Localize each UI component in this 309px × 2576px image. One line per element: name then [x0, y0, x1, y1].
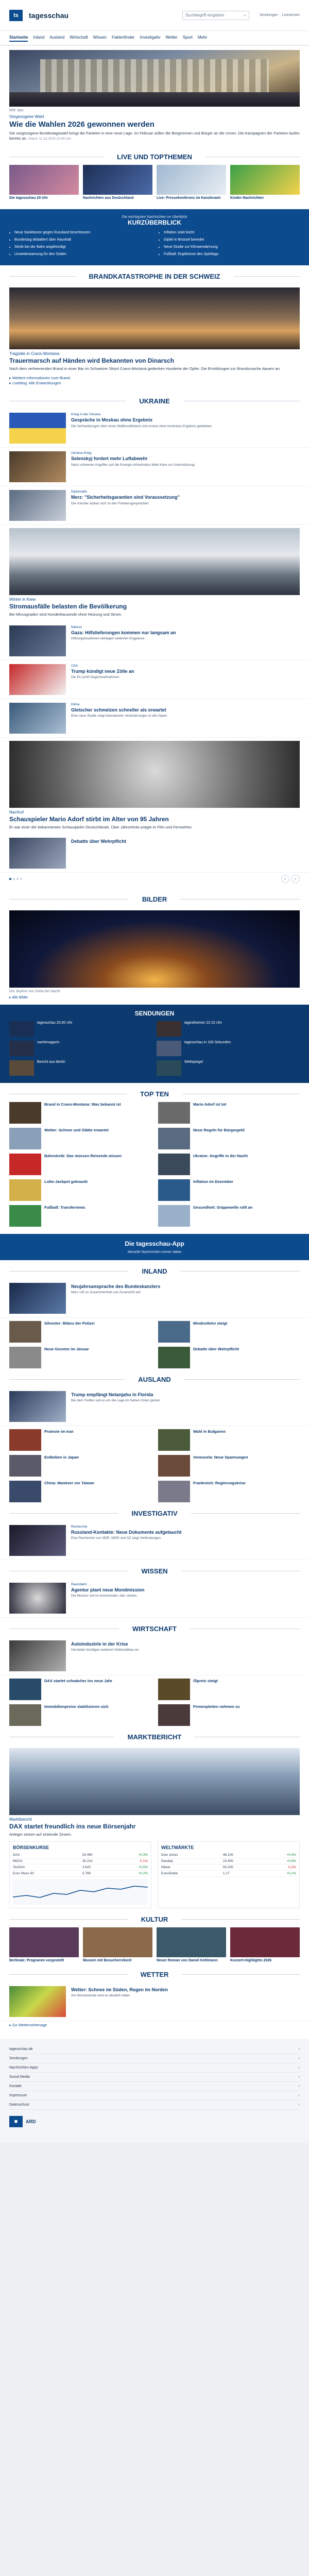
ukraine-feature-text: Bei Minusgraden sind Hunderttausende ohne Heizung und Strom. — [9, 612, 122, 617]
ausland-item[interactable]: China: Manöver vor Taiwan — [9, 1481, 151, 1502]
markt-title[interactable]: DAX startet freundlich ins neue Börsenjahr — [9, 1822, 136, 1830]
live-tiles — [0, 165, 309, 201]
boersenkurse-box — [9, 1841, 151, 1908]
bilder-caption: Die Skyline von Doha bei Nacht — [9, 989, 60, 993]
nav-item[interactable]: Ausland — [49, 35, 65, 40]
section-wirtschaft-title: WIRTSCHAFT — [0, 1618, 309, 1637]
table-row[interactable]: DAX 24.490 +0,3% — [13, 1852, 148, 1858]
topten-item[interactable]: Gesundheit: Grippewelle rollt an — [158, 1205, 300, 1227]
hero-title[interactable]: Wie die Wahlen 2026 gewonnen werden — [9, 120, 154, 129]
header-link-sendungen[interactable]: Sendungen — [259, 13, 278, 17]
footer-logo[interactable]: ■ ARD — [9, 2116, 300, 2127]
wirtschaft-lead[interactable]: Autoindustrie in der Krise Hersteller kündigen weiteren Stellenabbau an. — [0, 1637, 309, 1675]
kurz-title: KURZÜBERBLICK — [128, 218, 181, 226]
markt-kicker: Marktbericht — [9, 1817, 32, 1822]
boersenkurse-table — [13, 1852, 148, 1877]
hero-kicker: Vorgezogene Wahl — [9, 114, 44, 119]
hero-text: Die vorgezogene Bundestagswahl bringt die Parteien in eine neue Lage. Im Februar sollen die Bürgerinnen und Bürger an die Urnen. Die Kampagnen der Parteien laufen bereits an. Stand: 11.12.2025 10:45 Uhr — [9, 131, 300, 141]
obituary-image[interactable] — [9, 741, 300, 808]
weltmaerkte-box — [158, 1841, 300, 1908]
ausland-lead[interactable]: Trump empfängt Netanjahu in Florida Bei dem Treffen soll es um die Lage im Nahen Osten gehen. — [0, 1387, 309, 1426]
news-item[interactable]: USA Trump kündigt neue Zölle an Die EU prüft Gegenmaßnahmen. — [0, 660, 309, 699]
investigativ-item[interactable]: Recherche Russland-Kontakte: Neue Dokumente aufgetaucht Eine Recherche von NDR, WDR und SZ zeigt Verbindungen. — [0, 1521, 309, 1560]
inland-lead[interactable]: Neujahrsansprache des Bundeskanzlers Merz ruft zu Zusammenhalt und Zuversicht auf. — [0, 1279, 309, 1318]
app-band-text: Aktuelle Nachrichten immer dabei — [127, 1250, 182, 1254]
nav-item[interactable]: Wissen — [93, 35, 107, 40]
logo-icon[interactable]: ts — [9, 10, 23, 21]
prev-arrow-icon[interactable]: ‹ — [281, 875, 289, 883]
live-tile[interactable]: Nachrichten aus Deutschland — [83, 165, 152, 201]
chevron-right-icon: › — [298, 2093, 300, 2097]
live-tile[interactable]: Die tagesschau 20 Uhr — [9, 165, 79, 201]
markt-text: Anleger setzen auf sinkende Zinsen. — [9, 1832, 72, 1837]
footer — [0, 2039, 309, 2143]
wirtschaft-item[interactable]: DAX startet schwächer ins neue Jahr — [9, 1679, 151, 1700]
footer-link[interactable]: Nachrichten-Apps › — [9, 2063, 300, 2073]
table-row[interactable]: TecDAX 3.620 +0,5% — [13, 1864, 148, 1870]
brand-image[interactable] — [9, 287, 300, 349]
section-wetter-title: WETTER — [0, 1963, 309, 1982]
sendung-item[interactable]: nachtmagazin — [9, 1041, 152, 1056]
section-kultur-title: KULTUR — [0, 1908, 309, 1927]
markets — [0, 1841, 309, 1908]
section-wissen-title: WISSEN — [0, 1560, 309, 1579]
search-input[interactable] — [182, 11, 249, 20]
chevron-right-icon: › — [298, 2103, 300, 2107]
app-band-title: Die tagesschau-App — [125, 1240, 184, 1247]
dax-sparkline — [13, 1879, 148, 1905]
news-item[interactable]: Nahost Gaza: Hilfslieferungen kommen nur langsam an Hilfsorganisationen beklagen weiterhin Engpässe. — [0, 622, 309, 660]
topten-item[interactable]: Wetter: Schnee und Glätte erwartet — [9, 1128, 151, 1149]
footer-link[interactable]: Impressum › — [9, 2091, 300, 2100]
ard-logo-icon: ■ — [9, 2116, 23, 2127]
section-investigativ-title: INVESTIGATIV — [0, 1502, 309, 1521]
kurz-item[interactable]: • Neue Studie zur Klimaerwärmung — [164, 245, 300, 249]
kurz-list-left — [9, 230, 150, 259]
kurz-band — [0, 209, 309, 265]
section-topten-title: TOP TEN — [0, 1083, 309, 1102]
topten-item[interactable]: Inflation im Dezember — [158, 1179, 300, 1201]
boersenkurse-title: BÖRSENKURSE — [13, 1844, 49, 1850]
ukraine-flag-image — [9, 413, 66, 444]
wetter-item[interactable]: Wetter: Schnee im Süden, Regen im Norden Am Wochenende wird es deutlich kälter. — [0, 1982, 309, 2021]
brand-links — [0, 376, 309, 390]
markt-image[interactable] — [9, 1748, 300, 1815]
pager-dots[interactable] — [9, 878, 22, 880]
weltmaerkte-title: WELTMÄRKTE — [161, 1844, 194, 1850]
topten-item[interactable]: Mario Adorf ist tot — [158, 1102, 300, 1124]
kultur-tile[interactable]: Museen mit Besucherrekord — [83, 1927, 152, 1963]
header — [0, 0, 309, 31]
next-arrow-icon[interactable]: › — [291, 875, 300, 883]
obituary-text: Er war einer der bekanntesten Schauspieler Deutschlands. Über Jahrzehnte prägte er Film und Fernsehen. — [9, 824, 193, 829]
kurz-item[interactable]: • Bundestag debattiert über Haushalt — [14, 238, 150, 242]
table-row[interactable]: Euro Stoxx 50 5.780 +0,2% — [13, 1870, 148, 1876]
ukraine-item[interactable]: Diplomatie Merz: "Sicherheitsgarantien sind Voraussetzung" Der Kanzler äußert sich zu den Friedensgesprächen. — [0, 486, 309, 525]
section-inland-title: INLAND — [0, 1260, 309, 1279]
ukraine-feature-title[interactable]: Stromausfälle belasten die Bevölkerung — [9, 603, 127, 611]
kurz-list-right — [159, 230, 300, 259]
bilder-more-link[interactable]: ▸ Alle Bilder — [9, 995, 28, 999]
brand-link[interactable]: ▸ Weitere Informationen zum Brand — [9, 376, 70, 381]
logo-text[interactable]: tagesschau — [29, 11, 69, 20]
table-row[interactable]: Nasdaq 23.400 +0,6% — [161, 1858, 296, 1864]
inland-item[interactable]: Debatte über Wehrpflicht — [158, 1347, 300, 1368]
nav-item[interactable]: Wirtschaft — [70, 35, 88, 40]
hero-image[interactable] — [9, 50, 300, 107]
footer-link[interactable]: Sendungen › — [9, 2054, 300, 2063]
nav-item[interactable]: Mehr — [198, 35, 208, 40]
sendung-item[interactable]: tagesschau 20:00 Uhr — [9, 1021, 152, 1037]
kurz-item[interactable]: • Fußball: Ergebnisse des Spieltags — [164, 252, 300, 257]
section-brand-title: BRANDKATASTROPHE IN DER SCHWEIZ — [0, 265, 309, 284]
inland-item[interactable]: Neue Gesetze im Januar — [9, 1347, 151, 1368]
live-tile[interactable]: Kinder-Nachrichten — [230, 165, 300, 201]
search-placeholder: Suchbegriff eingeben — [185, 13, 225, 18]
news-item[interactable]: Debatte über Wehrpflicht — [0, 834, 309, 873]
ukraine-lead[interactable]: Krieg in der Ukraine Gespräche in Moskau ohne Ergebnis Die Verhandlungen über einen Waffenstillstand sind erneut ohne konkretes Ergebnis geblieben. — [0, 409, 309, 448]
obituary-kicker: Nachruf — [9, 809, 24, 815]
nav-item[interactable]: Faktenfinder — [111, 35, 135, 40]
chevron-right-icon: › — [298, 2075, 300, 2079]
ausland-grid — [0, 1429, 309, 1502]
section-markt-title: MARKTBERICHT — [0, 1726, 309, 1745]
table-row[interactable]: Dow Jones 48.100 +0,4% — [161, 1852, 296, 1858]
kultur-tiles — [0, 1927, 309, 1963]
sendung-item[interactable]: tagesschau in 100 Sekunden — [157, 1041, 300, 1056]
hero[interactable] — [0, 46, 309, 107]
brand-title[interactable]: Trauermarsch auf Händen wird Bekannten von Dinarsch — [9, 357, 175, 365]
kurz-item[interactable]: • Inflation sinkt leicht — [164, 230, 300, 235]
kurz-item[interactable]: • Unwetterwarnung für den Süden — [14, 252, 150, 257]
wirtschaft-item[interactable]: Immobilienpreise stabilisieren sich — [9, 1704, 151, 1726]
ukraine-item[interactable]: Ukraine-Krieg Selenskyj fordert mehr Luftabwehr Nach schweren Angriffen auf die Energie-Infrastruktur bittet Kiew um Unterstützung. — [0, 448, 309, 486]
kurz-item[interactable]: • Gipfel in Brüssel beendet — [164, 238, 300, 242]
live-tile[interactable]: Live: Pressekonferenz im Kanzleramt — [157, 165, 226, 201]
topten-item[interactable]: Brand in Crans-Montana: Was bekannt ist — [9, 1102, 151, 1124]
topten-item[interactable]: Ukraine: Angriffe in der Nacht — [158, 1154, 300, 1175]
table-row[interactable]: Nikkei 50.200 -0,2% — [161, 1864, 296, 1870]
kurz-kicker: Die wichtigsten Nachrichten im Überblick — [122, 215, 187, 219]
news-item[interactable]: Klima Gletscher schmelzen schneller als erwartet Eine neue Studie zeigt dramatische Veränderungen in den Alpen. — [0, 699, 309, 738]
sendung-item[interactable]: Weltspiegel — [157, 1060, 300, 1076]
ausland-item[interactable]: Venezuela: Neue Spannungen — [158, 1455, 300, 1477]
topten-item[interactable]: Lotto-Jackpot geknackt — [9, 1179, 151, 1201]
brand-text: Nach dem verheerenden Brand in einer Bar im Schweizer Skiort Crans-Montana gedenken Hunderte der Opfer. Die Ermittlungen zur Brandursache dauern an. — [9, 366, 281, 371]
section-live-title: LIVE UND TOPTHEMEN — [0, 146, 309, 165]
wirtschaft-item[interactable]: Ölpreis steigt — [158, 1679, 300, 1700]
chevron-right-icon: › — [298, 2056, 300, 2060]
chevron-right-icon: › — [298, 2084, 300, 2088]
nav-item[interactable]: Startseite — [9, 34, 28, 42]
wirtschaft-item[interactable]: Firmenpleiten nehmen zu — [158, 1704, 300, 1726]
sendung-item[interactable]: Bericht aus Berlin — [9, 1060, 152, 1076]
kultur-tile[interactable]: Berlinale: Programm vorgestellt — [9, 1927, 79, 1963]
kultur-tile[interactable]: Konzert-Highlights 2026 — [230, 1927, 300, 1963]
sendung-item[interactable]: tagesthemen 22:15 Uhr — [157, 1021, 300, 1037]
section-ukraine-title: UKRAINE — [0, 390, 309, 409]
footer-link[interactable]: tagesschau.de › — [9, 2045, 300, 2054]
header-link-livestream[interactable]: Livestream — [282, 13, 300, 17]
kurz-item[interactable]: • Streik bei der Bahn angekündigt — [14, 245, 150, 249]
hero-meta: Stand: 11.12.2025 10:45 Uhr — [28, 137, 72, 141]
main-nav — [0, 31, 309, 46]
footer-link[interactable]: Kontakt › — [9, 2082, 300, 2091]
sendungen-band — [0, 1005, 309, 1083]
inland-item[interactable]: Silvester: Bilanz der Polizei — [9, 1321, 151, 1343]
topten-item[interactable]: Fußball: Transfernews — [9, 1205, 151, 1227]
ukraine-feature-kicker: Winter in Kiew — [9, 597, 36, 602]
wetter-more-link[interactable]: ▸ Zur Wettervorhersage — [9, 2023, 47, 2027]
inland-grid — [0, 1321, 309, 1368]
kurz-item[interactable]: • Neue Sanktionen gegen Russland beschlossen — [14, 230, 150, 235]
topten-item[interactable]: Neue Regeln für Bürgergeld — [158, 1128, 300, 1149]
table-row[interactable]: Euro/Dollar 1,17 +0,1% — [161, 1870, 296, 1876]
inland-item[interactable]: Mindestlohn steigt — [158, 1321, 300, 1343]
topten-item[interactable]: Bahnstreik: Das müssen Reisende wissen — [9, 1154, 151, 1175]
nav-item[interactable]: Wetter — [165, 35, 178, 40]
topten-grid — [0, 1102, 309, 1227]
bilder-image[interactable] — [9, 910, 300, 988]
ausland-item[interactable]: Erdbeben in Japan — [9, 1455, 151, 1477]
wirtschaft-grid — [0, 1679, 309, 1726]
ausland-item[interactable]: Proteste im Iran — [9, 1429, 151, 1451]
wissen-item[interactable]: Raumfahrt Agentur plant neue Mondmission Die Mission soll im kommenden Jahr starten. — [0, 1579, 309, 1618]
kultur-tile[interactable]: Neuer Roman von Daniel Kehlmann — [157, 1927, 226, 1963]
footer-link[interactable]: Social Media › — [9, 2073, 300, 2082]
obituary-title[interactable]: Schauspieler Mario Adorf stirbt im Alter von 95 Jahren — [9, 815, 169, 823]
footer-link[interactable]: Datenschutz › — [9, 2100, 300, 2110]
ausland-item[interactable]: Wahl in Bulgarien — [158, 1429, 300, 1451]
ukraine-feature-image[interactable] — [9, 528, 300, 595]
pager — [0, 873, 309, 888]
app-band[interactable] — [0, 1234, 309, 1260]
nav-item[interactable]: Inland — [33, 35, 45, 40]
nav-item[interactable]: Investigativ — [140, 35, 161, 40]
section-sendungen-title: SENDUNGEN — [134, 1009, 175, 1017]
brand-link[interactable]: ▸ Liveblog: Alle Entwicklungen — [9, 381, 61, 386]
search-icon[interactable]: ⌕ — [244, 12, 246, 18]
section-bilder-title: BILDER — [0, 888, 309, 907]
nav-item[interactable]: Sport — [182, 35, 193, 40]
chevron-right-icon: › — [298, 2065, 300, 2070]
chevron-right-icon: › — [298, 2047, 300, 2051]
section-ausland-title: AUSLAND — [0, 1368, 309, 1387]
brand-kicker: Tragödie in Crans-Montana — [9, 351, 60, 357]
header-links — [260, 13, 300, 17]
hero-caption: Bild: dpa — [9, 109, 24, 112]
ausland-item[interactable]: Frankreich: Regierungskrise — [158, 1481, 300, 1502]
table-row[interactable]: MDAX 30.210 -0,1% — [13, 1858, 148, 1864]
weltmaerkte-table — [161, 1852, 296, 1877]
